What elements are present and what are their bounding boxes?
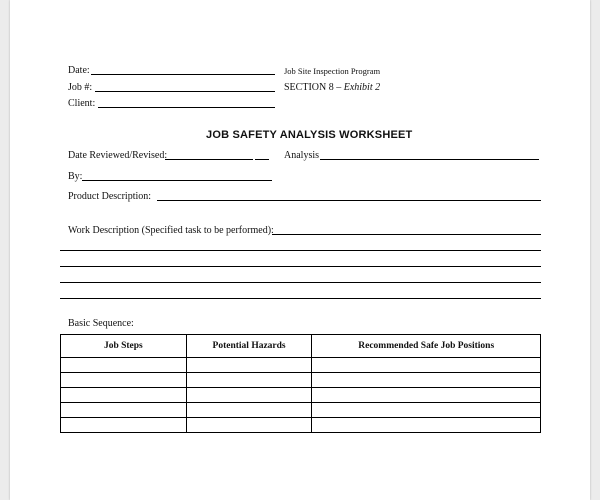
analysis-label: Analysis xyxy=(284,150,319,161)
job-number-field[interactable] xyxy=(95,91,275,92)
date-reviewed-field[interactable] xyxy=(165,159,253,160)
client-label: Client: xyxy=(68,98,96,109)
work-description-line[interactable] xyxy=(60,250,541,251)
analysis-field[interactable] xyxy=(320,159,539,160)
date-reviewed-label: Date Reviewed/Revised: xyxy=(68,150,168,161)
table-cell[interactable] xyxy=(186,358,312,373)
product-description-label: Product Description: xyxy=(68,191,152,202)
table-row xyxy=(61,388,541,403)
table-row xyxy=(61,403,541,418)
work-description-field[interactable] xyxy=(272,234,541,235)
section-label: SECTION 8 – Exhibit 2 xyxy=(284,82,381,93)
column-header-potential-hazards: Potential Hazards xyxy=(186,335,312,358)
table-cell[interactable] xyxy=(61,418,187,433)
table-cell[interactable] xyxy=(312,418,541,433)
work-description-line[interactable] xyxy=(60,298,541,299)
product-description-field[interactable] xyxy=(157,200,541,201)
basic-sequence-label: Basic Sequence: xyxy=(68,318,134,329)
table-row xyxy=(61,373,541,388)
by-label: By: xyxy=(68,171,83,182)
table-row xyxy=(61,418,541,433)
job-number-label: Job #: xyxy=(68,82,93,93)
date-label: Date: xyxy=(68,65,90,76)
page-title: JOB SAFETY ANALYSIS WORKSHEET xyxy=(206,129,413,141)
table-cell[interactable] xyxy=(312,373,541,388)
table-cell[interactable] xyxy=(186,418,312,433)
table-cell[interactable] xyxy=(312,358,541,373)
work-description-label: Work Description (Specified task to be performed): xyxy=(68,225,274,236)
table-cell[interactable] xyxy=(61,403,187,418)
table-cell[interactable] xyxy=(186,403,312,418)
table-cell[interactable] xyxy=(61,388,187,403)
by-field[interactable] xyxy=(82,180,272,181)
table-cell[interactable] xyxy=(61,373,187,388)
table-cell[interactable] xyxy=(186,373,312,388)
column-header-safe-job-positions: Recommended Safe Job Positions xyxy=(312,335,541,358)
client-field[interactable] xyxy=(98,107,275,108)
work-description-line[interactable] xyxy=(60,282,541,283)
table-cell[interactable] xyxy=(186,388,312,403)
date-field[interactable] xyxy=(91,74,275,75)
date-reviewed-field-extra[interactable] xyxy=(255,159,269,160)
table-row xyxy=(61,358,541,373)
column-header-job-steps: Job Steps xyxy=(61,335,187,358)
work-description-line[interactable] xyxy=(60,266,541,267)
table-cell[interactable] xyxy=(312,388,541,403)
program-name: Job Site Inspection Program xyxy=(284,66,381,76)
worksheet-page xyxy=(10,0,590,500)
table-cell[interactable] xyxy=(312,403,541,418)
table-cell[interactable] xyxy=(61,358,187,373)
sequence-table xyxy=(60,334,541,433)
